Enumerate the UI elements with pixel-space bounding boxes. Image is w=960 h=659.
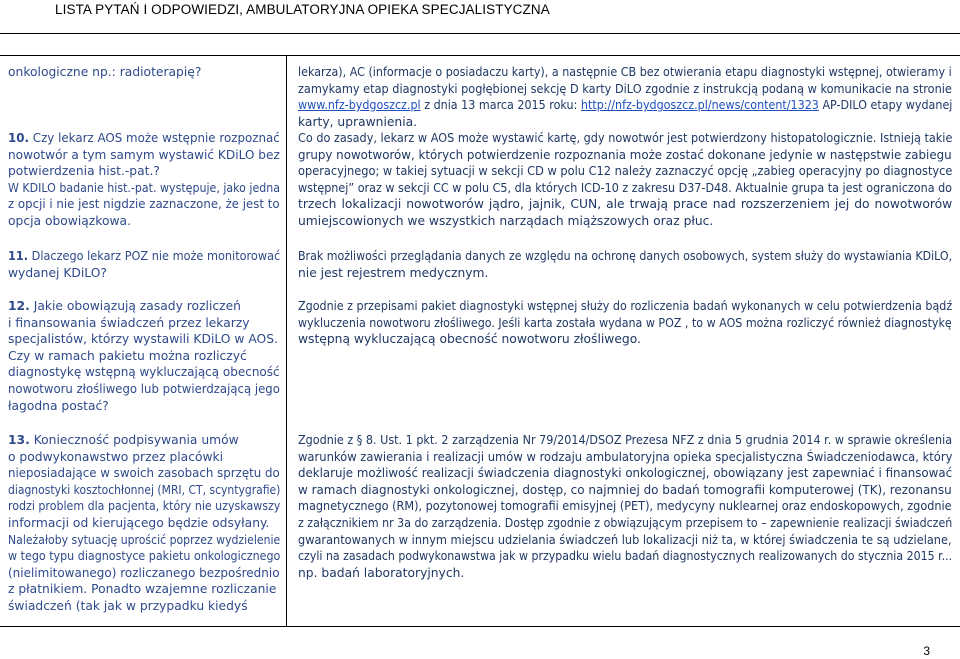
column-divider xyxy=(286,55,287,627)
answer-line: grupy nowotworów, których potwierdzenie rozpoznania może zostać dokonane jedynie w następstwie zabiegu xyxy=(298,147,952,162)
header-rule xyxy=(0,33,960,34)
question-continued xyxy=(8,64,280,81)
question-line: Czy w ramach pakietu można rozliczyć xyxy=(8,348,247,363)
answer-line: Co do zasady, lekarz w AOS może wystawić kartę, gdy nowotwór jest potwierdzony histopatologicznie. Istnieją takie xyxy=(298,131,953,145)
question-line: nowotwór a tym samym wystawić KDiLO bez xyxy=(8,147,280,162)
question-line: z płatnikiem. Ponadto wzajemne rozliczanie xyxy=(8,582,277,597)
answer-line: trzech lokalizacji nowotworów jądro, jajnik, CUN, ale trwają prace nad rozszerzeniem jej do nowotworów xyxy=(298,197,953,212)
question-line xyxy=(8,298,280,315)
answer-line: Brak możliwości przeglądania danych ze względu na ochronę danych osobowych, system służy do wystawiania KDiLO, xyxy=(298,249,953,263)
question-line: o podwykonawstwo przez placówki xyxy=(8,449,224,464)
question-line: W KDILO badanie hist.-pat. występuje, jako jedna xyxy=(8,180,281,195)
answer-line: czyli na zasadach podwykonawstwa jak w przypadku wielu badań diagnostycznych realizowanych do stycznia 2015 r... xyxy=(298,549,953,564)
question-number: 10. xyxy=(8,131,30,145)
answer-line: lekarza), AC (informacje o posiadaczu karty), a następnie CB bez otwierania etapu diagnostyki wstępnej, otwieramy i xyxy=(298,65,952,79)
question-number: 12. xyxy=(8,299,30,313)
answer-line: warunków zawierania i realizacji umów w rodzaju ambulatoryjna opieka specjalistyczna Świadczeniodawca, który xyxy=(298,449,953,464)
question-line: specjalistów, którzy wystawili KDiLO w AOS. xyxy=(8,332,278,347)
question-line: diagnostykę wstępną wykluczającą obecność xyxy=(8,365,280,380)
question-text: Dlaczego lekarz POZ nie może monitorować xyxy=(28,249,281,263)
answer-11 xyxy=(298,248,952,281)
question-line: nieposiadające w swoich zasobach sprzętu do xyxy=(8,466,280,481)
qa-table xyxy=(0,55,960,635)
question-line: z opcji i nie jest nigdzie zaznaczone, że jest to xyxy=(8,197,280,212)
answer-line: zamykamy etap diagnostyki pogłębionej sekcję D karty DiLO zgodnie z instrukcją podaną w komunikacie na stronie xyxy=(298,81,952,96)
question-line: świadczeń (tak jak w przypadku kiedyś xyxy=(8,598,248,613)
answer-line: nie jest rejestrem medycznym. xyxy=(298,265,489,280)
answer-12 xyxy=(298,298,952,348)
question-number: 11. xyxy=(8,249,29,263)
nfz-news-link[interactable]: http://nfz-bydgoszcz.pl/news/content/1323 xyxy=(580,98,819,113)
question-line: łagodna postać? xyxy=(8,398,109,413)
answer-line: Zgodnie z § 8. Ust. 1 pkt. 2 zarządzenia Nr 79/2014/DSOZ Prezesa NFZ z dnia 5 grudnia 2014 r. w sprawie określenia xyxy=(298,433,953,447)
table-bottom-border xyxy=(0,626,960,627)
answer-line: np. badań laboratoryjnych. xyxy=(298,565,465,580)
question-line: Należałoby sytuację uprościć poprzez wydzielenie xyxy=(8,532,281,547)
question-line: diagnostyki kosztochłonnej (MRI, CT, scyntygrafie) xyxy=(8,482,281,497)
answer-line: operacyjnego; w takiej sytuacji w sekcji CD w polu C12 należy zaznaczyć opcję „zabieg operacyjny po diagnostyce xyxy=(298,164,953,179)
question-number: 13. xyxy=(8,433,30,447)
answer-line: deklaruje możliwość realizacji świadczenia diagnostyki onkologicznej, obowiązany jest zapewniać i finansować xyxy=(298,466,953,481)
answer-10 xyxy=(298,130,952,230)
answer-text: z dnia 13 marca 2015 roku: xyxy=(420,98,581,113)
answer-text: AP-DILO etapy wydanej xyxy=(818,98,953,113)
question-line: (nielimitowanego) rozliczanego bezpośrednio xyxy=(8,565,280,580)
question-11 xyxy=(8,248,280,281)
nfz-bydgoszcz-link[interactable]: www.nfz-bydgoszcz.pl xyxy=(298,98,421,113)
question-line: nowotworu złośliwego lub potwierdzającą jego xyxy=(8,381,280,396)
question-text: Konieczność podpisywania umów xyxy=(29,433,239,447)
answer-13 xyxy=(298,432,952,581)
question-line: opcja obowiązkowa. xyxy=(8,213,131,228)
question-line xyxy=(8,130,280,147)
answer-line: wstępną wykluczającą obecność nowotworu złośliwego. xyxy=(298,332,641,347)
question-line xyxy=(8,248,281,265)
question-line: rodzi problem dla pacjenta, który nie uzyskawszy xyxy=(8,499,281,514)
answer-link-line xyxy=(298,97,953,114)
table-top-border xyxy=(0,55,960,56)
answer-line: umiejscowionych we wszystkich narządach miąższowych oraz płuc. xyxy=(298,213,714,228)
answer-line: w ramach diagnostyki onkologicznej, dostęp, co najmniej do badań tomografii komputerowej (TK), rezonansu xyxy=(298,482,952,497)
question-13 xyxy=(8,432,280,615)
answer-line: Zgodnie z przepisami pakiet diagnostyki wstępnej służy do rozliczenia badań wykonanych w celu potwierdzenia bądź xyxy=(298,299,953,313)
answer-line: magnetycznego (RM), pozytonowej tomografii emisyjnej (PET), medycyny nuklearnej oraz endoskopowych, zgodnie xyxy=(298,499,952,514)
question-line xyxy=(8,432,280,449)
question-line: w tego typu diagnostyce pakietu onkologicznego xyxy=(8,549,281,564)
answer-line: wykluczenia nowotworu złośliwego. Jeśli karta została wydana w POZ , to w AOS można rozliczyć również diagnostykę xyxy=(298,315,952,330)
answer-line: karty, uprawnienia. xyxy=(298,114,418,129)
question-line: informacji od kierującego będzie odsyłany. xyxy=(8,515,270,530)
answer-line: gwarantowanych w innym miejscu udzielania świadczeń lub lokalizacji niż ta, w której świadczenia te są udzielane, xyxy=(298,532,952,547)
question-text: Czy lekarz AOS może wstępnie rozpoznać xyxy=(29,131,280,145)
document-header: LISTA PYTAŃ I ODPOWIEDZI, AMBULATORYJNA OPIEKA SPECJALISTYCZNA xyxy=(55,2,550,17)
question-10 xyxy=(8,130,280,230)
question-line: onkologiczne np.: radioterapię? xyxy=(8,65,202,79)
answer-continued xyxy=(298,64,952,130)
question-line: wydanej KDiLO? xyxy=(8,265,107,280)
answer-line: z załącznikiem nr 3a do zarządzenia. Dostęp zgodnie z obwiązującym przepisem to – zapewnienie realizacji świadczeń xyxy=(298,515,953,530)
question-text: Jakie obowiązują zasady rozliczeń xyxy=(29,299,241,313)
question-line: i finansowania świadczeń przez lekarzy xyxy=(8,315,250,330)
question-12 xyxy=(8,298,280,414)
question-line: potwierdzenia hist.-pat.? xyxy=(8,164,160,179)
answer-line: wstępnej” oraz w sekcji CC w polu C5, dla których ICD-10 z zakresu D37-D48. Aktualnie grupa ta jest ograniczona do xyxy=(298,180,953,195)
page-number: 3 xyxy=(923,644,930,658)
